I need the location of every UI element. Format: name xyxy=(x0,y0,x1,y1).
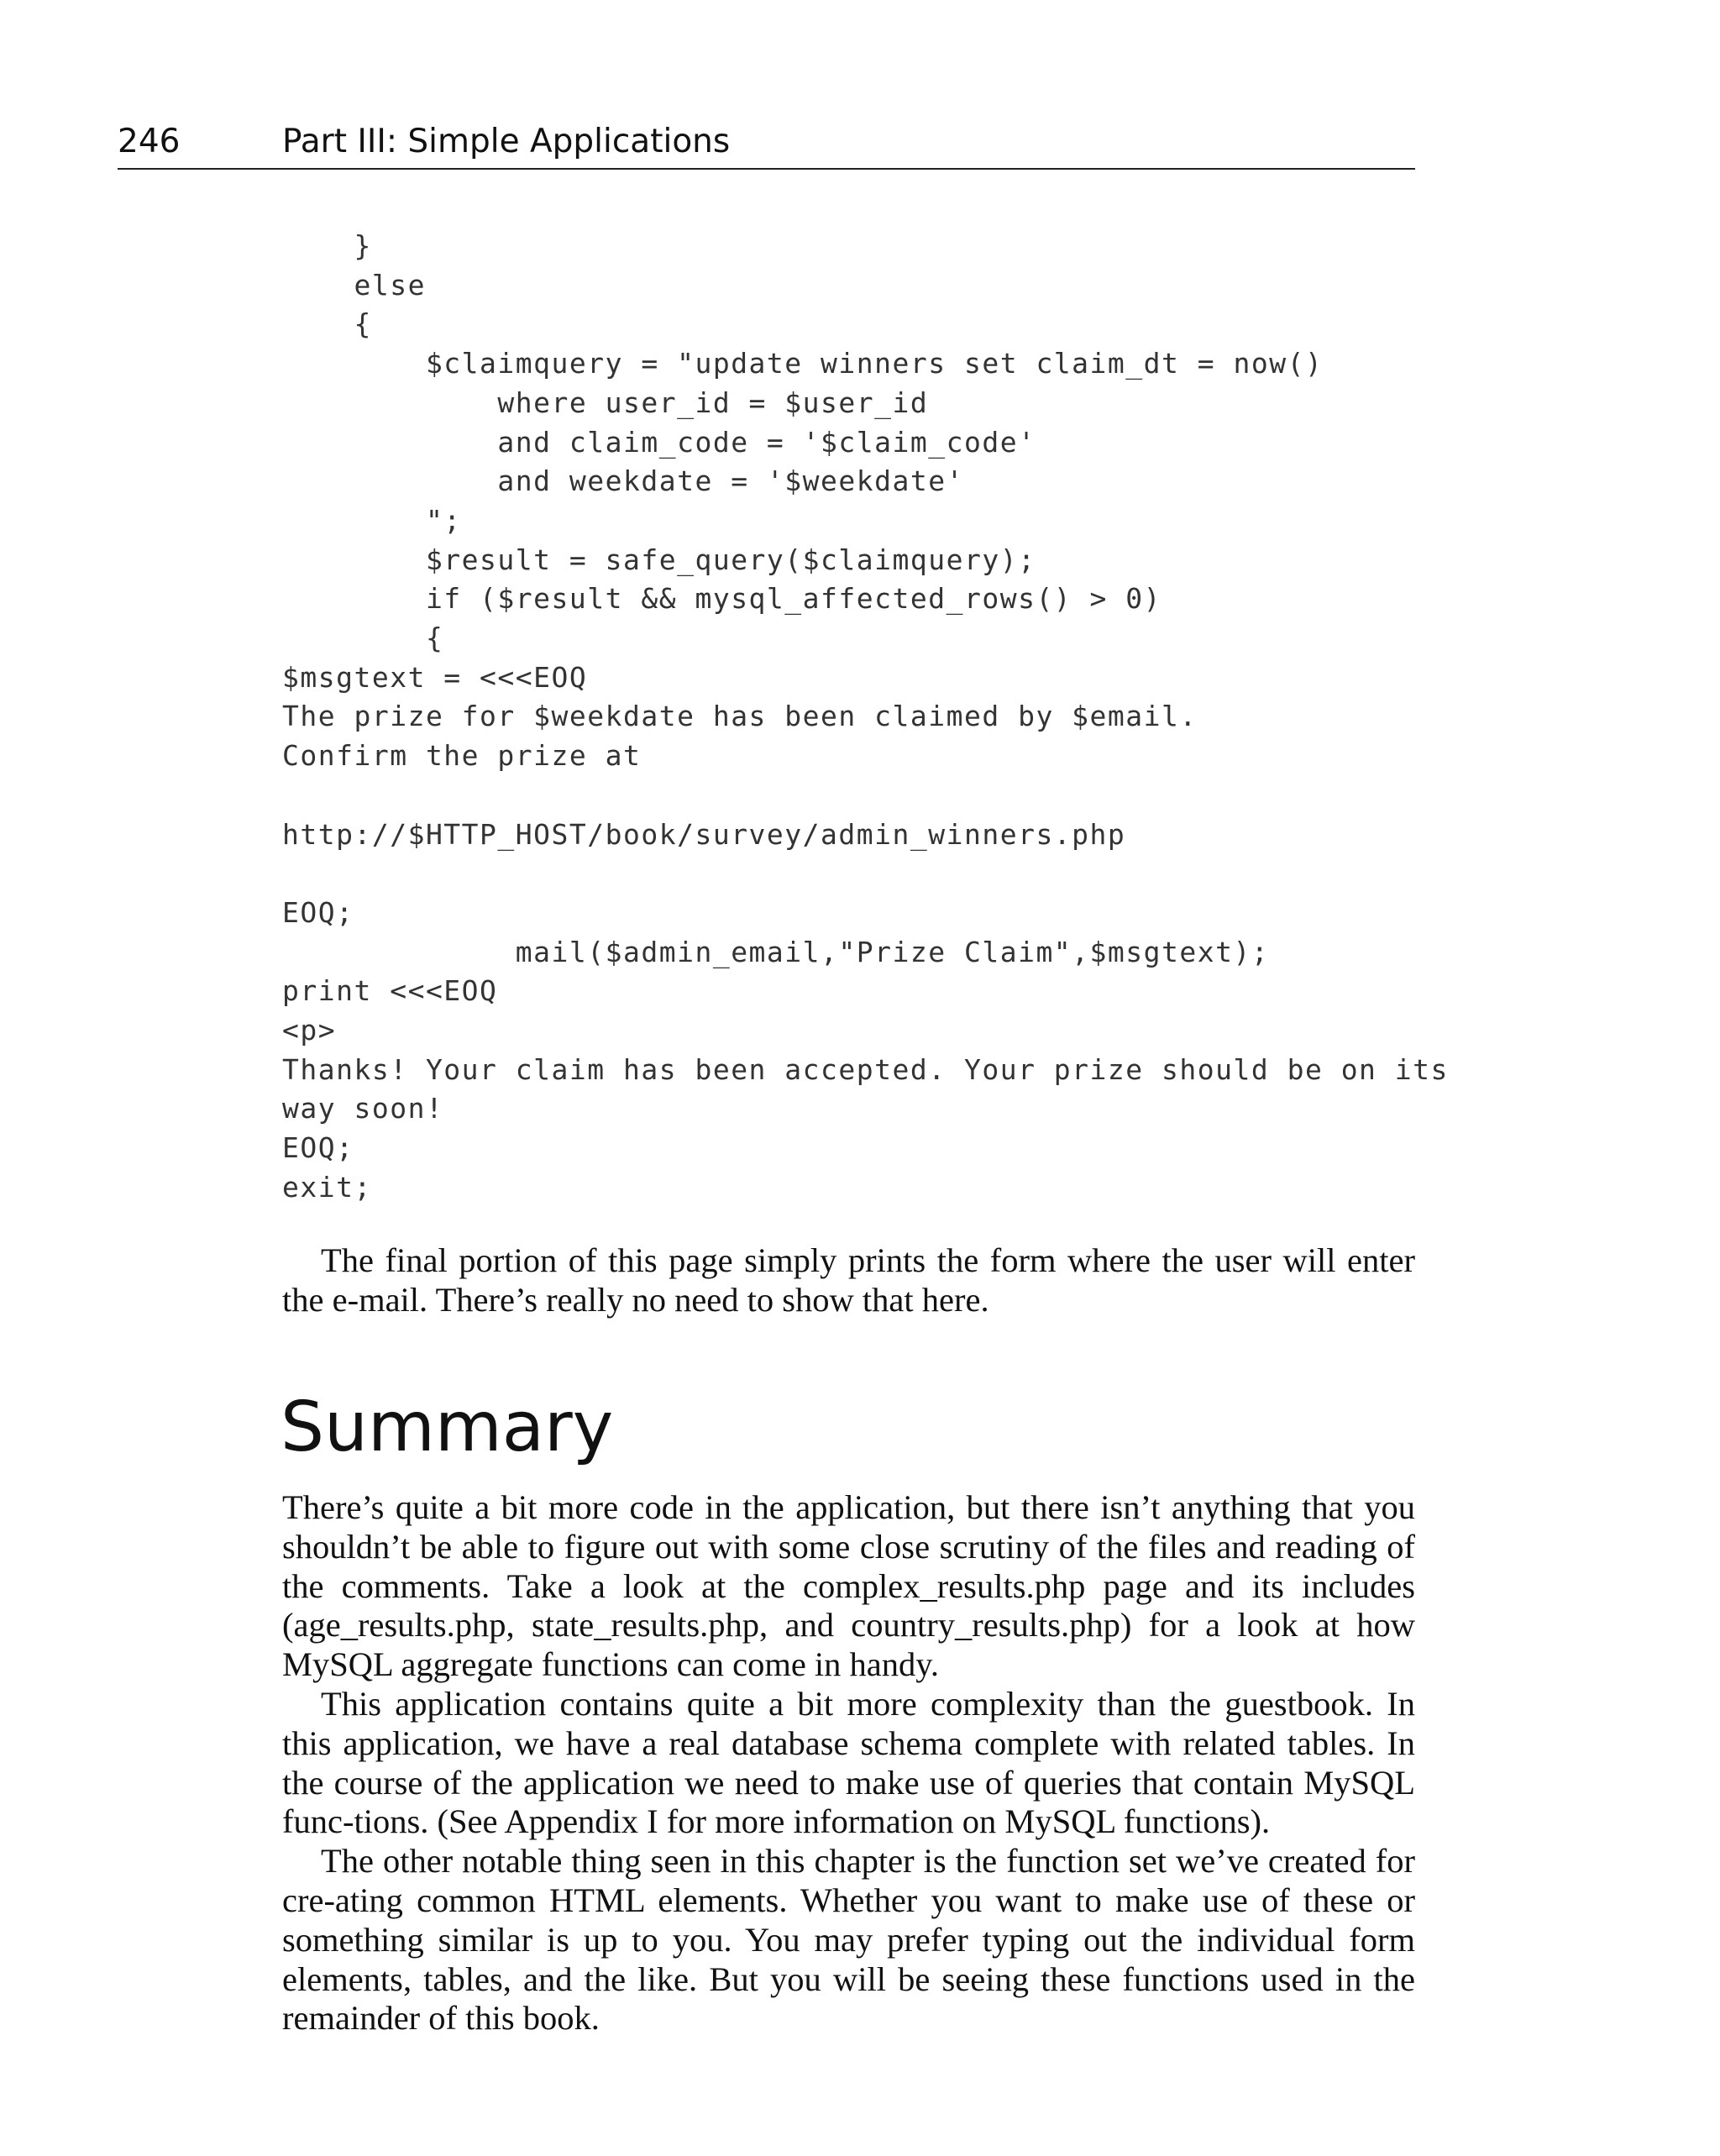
code-line: Confirm the prize at xyxy=(282,739,642,773)
summary-paragraph-2: This application contains quite a bit more complexity than the guestbook. In this application, we have a real database schema complete with related tables. In the course of the application we need to make use of queries that contain MySQL func-tions. (See Appendix I for more information on MySQL functions). xyxy=(282,1684,1415,1841)
code-line: { xyxy=(282,307,372,341)
code-line: if ($result && mysql_affected_rows() > 0) xyxy=(282,582,1162,616)
summary-paragraph-1: There’s quite a bit more code in the application, but there isn’t anything that you shouldn’t be able to figure out with some close scrutiny of the files and reading of the comments. Take a look at the complex_results.php page and its includes (age_results.php, state_results.php, and country_results.php) for a look at how MySQL aggregate functions can come in handy. xyxy=(282,1488,1415,1684)
code-line: } xyxy=(282,229,372,262)
summary-text xyxy=(282,1488,1415,2038)
code-line: mail($admin_email,"Prize Claim",$msgtext); xyxy=(282,935,1270,968)
code-line: <p> xyxy=(282,1014,337,1047)
code-line: else xyxy=(282,268,426,302)
intro-text xyxy=(282,1241,1415,1320)
page-header xyxy=(118,116,1415,170)
code-line: The prize for $weekdate has been claimed by $email. xyxy=(282,700,1198,733)
summary-paragraph-3: The other notable thing seen in this chapter is the function set we’ve created for cre-ating common HTML elements. Whether you want to make use of these or something similar is up to you. You may prefer typing out the individual form elements, tables, and the like. But you will be seeing these functions used in the remainder of this book. xyxy=(282,1842,1415,2038)
code-line: { xyxy=(282,622,444,655)
page-number: 246 xyxy=(118,123,181,160)
code-line: "; xyxy=(282,503,462,537)
code-line: EOQ; xyxy=(282,1131,354,1165)
code-line: and weekdate = '$weekdate' xyxy=(282,464,964,498)
code-line: print <<<EOQ xyxy=(282,974,498,1008)
running-title: Part III: Simple Applications xyxy=(282,123,731,160)
summary-heading: Summary xyxy=(281,1387,614,1467)
code-line: and claim_code = '$claim_code' xyxy=(282,425,1036,459)
code-line: EOQ; xyxy=(282,895,354,929)
code-listing xyxy=(282,227,1449,1208)
code-line: way soon! xyxy=(282,1092,444,1125)
intro-paragraph: The final portion of this page simply prints the form where the user will enter the e-mail. There’s really no need to show that here. xyxy=(282,1241,1415,1319)
code-line: exit; xyxy=(282,1170,372,1204)
code-line: $msgtext = <<<EOQ xyxy=(282,660,588,694)
code-line: where user_id = $user_id xyxy=(282,386,929,419)
code-line: $claimquery = "update winners set claim_dt = now() xyxy=(282,347,1324,380)
code-line: Thanks! Your claim has been accepted. Your prize should be on its xyxy=(282,1052,1449,1086)
code-line: http://$HTTP_HOST/book/survey/admin_winners.php xyxy=(282,817,1126,851)
code-line: $result = safe_query($claimquery); xyxy=(282,543,1036,576)
